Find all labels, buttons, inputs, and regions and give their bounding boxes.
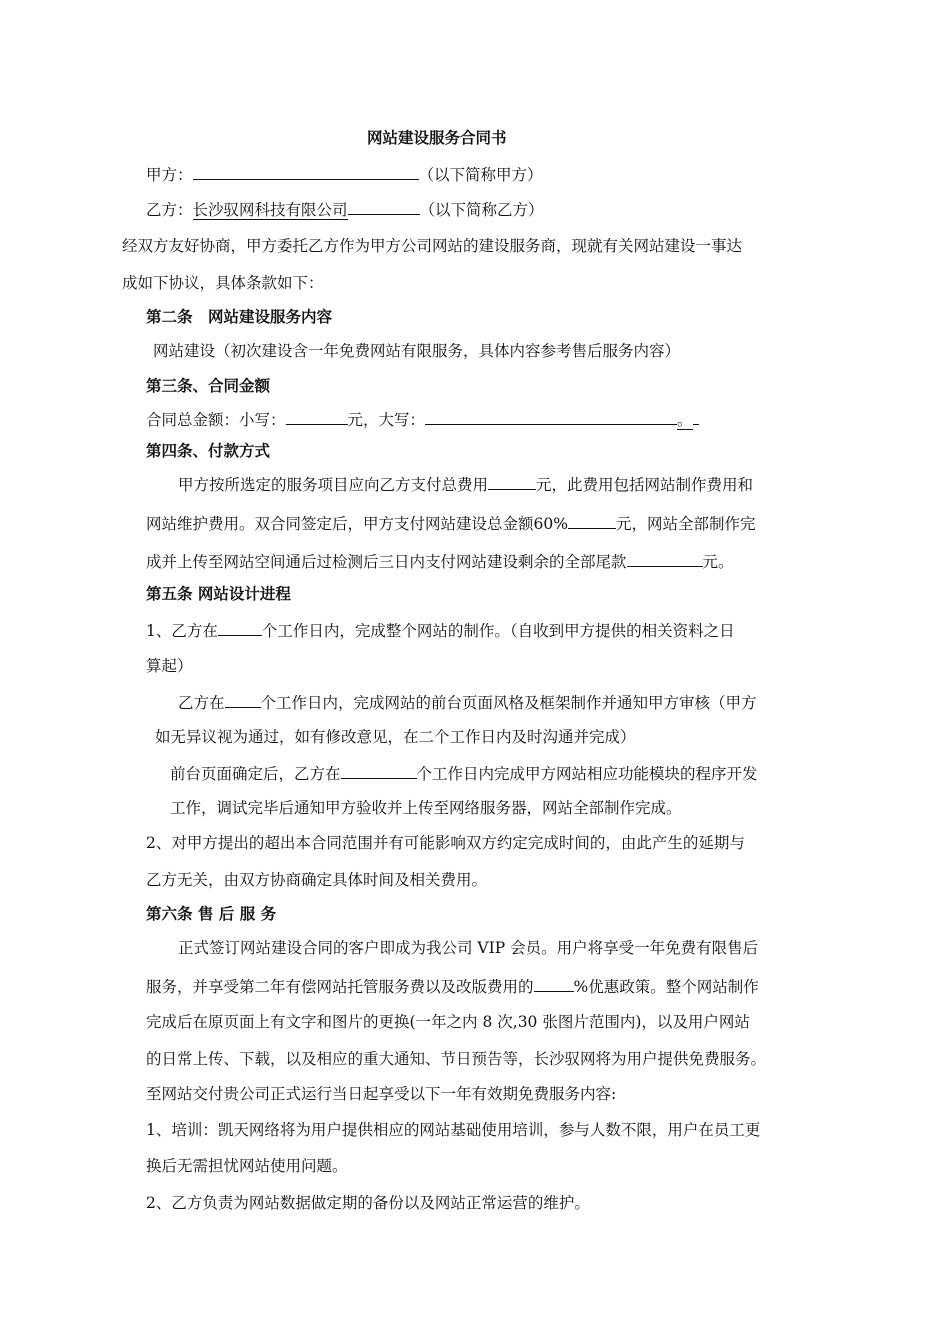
art5-l3-text-b: 个工作日内，完成网站的前台页面风格及框架制作并通知甲方审核（甲方 bbox=[260, 694, 757, 712]
deposit-blank bbox=[568, 512, 616, 529]
article-6-line-3: 完成后在原页面上有文字和图片的更换(一年之内 8 次,30 张图片范围内)，以及用户网站 bbox=[146, 1013, 750, 1031]
amount-small-blank bbox=[286, 408, 348, 425]
article-6-title: 第六条 售 后 服 务 bbox=[146, 905, 277, 923]
party-a-label: 甲方： bbox=[146, 166, 193, 184]
party-a-suffix: （以下简称甲方） bbox=[418, 166, 543, 184]
amount-small-label: 合同总金额：小写： bbox=[146, 411, 286, 429]
balance-blank bbox=[627, 550, 703, 567]
art6-l2-text: 服务，并享受第二年有偿网站托管服务费以及改版费用的 bbox=[146, 978, 534, 996]
art5-l5-text: 前台页面确定后，乙方在 bbox=[170, 765, 341, 783]
total-fee-blank bbox=[488, 473, 536, 490]
article-6-line-6: 1、培训：凯天网络将为用户提供相应的网站基础使用培训，参与人数不限，用户在员工更 bbox=[146, 1121, 761, 1139]
art5-l1-text: 1、乙方在 bbox=[146, 622, 218, 640]
article-4-line-3 bbox=[146, 550, 734, 572]
amount-end: 。 bbox=[677, 411, 693, 429]
party-a-line bbox=[146, 163, 543, 185]
article-2-title: 第二条 网站建设服务内容 bbox=[146, 308, 333, 326]
art6-l2-text-b: %优惠政策。整个网站制作 bbox=[573, 978, 759, 996]
article-5-line-6: 工作，调试完毕后通知甲方验收并上传至网络服务器，网站全部制作完成。 bbox=[170, 799, 682, 817]
art5-l3-text: 乙方在 bbox=[178, 694, 225, 712]
art4-l3-text-b: 元。 bbox=[702, 553, 734, 571]
party-b-line bbox=[146, 198, 544, 220]
article-5-line-3 bbox=[178, 691, 757, 713]
intro-line-2: 成如下协议，具体条款如下： bbox=[122, 274, 324, 292]
art4-l1-text: 甲方按所选定的服务项目应向乙方支付总费用 bbox=[178, 476, 489, 494]
art5-l1-text-b: 个工作日内，完成整个网站的制作。（自收到甲方提供的相关资料之日 bbox=[261, 622, 735, 640]
article-6-line-8: 2、乙方负责为网站数据做定期的备份以及网站正常运营的维护。 bbox=[146, 1194, 590, 1212]
party-b-suffix: （以下简称乙方） bbox=[419, 201, 544, 219]
article-6-line-5: 至网站交付贵公司正式运行当日起享受以下一年有效期免费服务内容: bbox=[146, 1085, 617, 1103]
party-b-name: 长沙驭网科技有限公司 bbox=[192, 201, 348, 219]
article-6-line-1: 正式签订网站建设合同的客户即成为我公司 VIP 会员。用户将享受一年免费有限售后 bbox=[178, 939, 759, 957]
article-2-body: 网站建设（初次建设含一年免费网站有限服务，具体内容参考售后服务内容） bbox=[153, 342, 681, 360]
article-4-line-2 bbox=[146, 512, 755, 534]
days-frontend-blank bbox=[225, 691, 261, 708]
party-a-blank bbox=[193, 163, 419, 180]
document-title: 网站建设服务合同书 bbox=[367, 129, 507, 147]
article-6-line-7: 换后无需担忧网站使用问题。 bbox=[146, 1157, 348, 1175]
article-4-line-1 bbox=[178, 473, 753, 495]
amount-large-blank bbox=[425, 408, 677, 425]
days-full-blank bbox=[218, 619, 262, 636]
article-3-amount bbox=[146, 408, 699, 430]
days-dev-blank bbox=[341, 762, 417, 779]
article-5-line-4: 如无异议视为通过，如有修改意见，在二个工作日内及时沟通并完成） bbox=[155, 728, 636, 746]
article-5-line-2: 算起） bbox=[146, 657, 193, 675]
article-3-title: 第三条、合同金额 bbox=[146, 377, 271, 395]
article-5-line-8: 乙方无关，由双方协商确定具体时间及相关费用。 bbox=[146, 871, 488, 889]
party-b-label: 乙方： bbox=[146, 201, 193, 219]
art4-l1-text-b: 元，此费用包括网站制作费用和 bbox=[536, 476, 754, 494]
article-5-line-7: 2、对甲方提出的超出本合同范围并有可能影响双方约定完成时间的，由此产生的延期与 bbox=[146, 834, 745, 852]
article-5-line-1 bbox=[146, 619, 735, 641]
article-5-title: 第五条 网站设计进程 bbox=[146, 585, 291, 603]
article-6-line-4: 的日常上传、下载，以及相应的重大通知、节日预告等，长沙驭网将为用户提供免费服务。 bbox=[146, 1050, 767, 1068]
discount-blank bbox=[534, 975, 574, 992]
intro-line-1: 经双方友好协商，甲方委托乙方作为甲方公司网站的建设服务商，现就有关网站建设一事达 bbox=[122, 237, 743, 255]
article-6-line-2 bbox=[146, 975, 759, 997]
art4-l3-text: 成并上传至网站空间通后过检测后三日内支付网站建设剩余的全部尾款 bbox=[146, 553, 627, 571]
art4-l2-text: 网站维护费用。双合同签定后，甲方支付网站建设总金额60% bbox=[146, 515, 568, 533]
party-b-blank bbox=[348, 198, 420, 215]
article-5-line-5 bbox=[170, 762, 758, 784]
art5-l5-text-b: 个工作日内完成甲方网站相应功能模块的程序开发 bbox=[416, 765, 758, 783]
art4-l2-text-b: 元，网站全部制作完 bbox=[615, 515, 756, 533]
amount-end-blank bbox=[693, 408, 699, 425]
article-4-title: 第四条、付款方式 bbox=[146, 442, 271, 460]
amount-large-label: 元，大写： bbox=[347, 411, 426, 429]
